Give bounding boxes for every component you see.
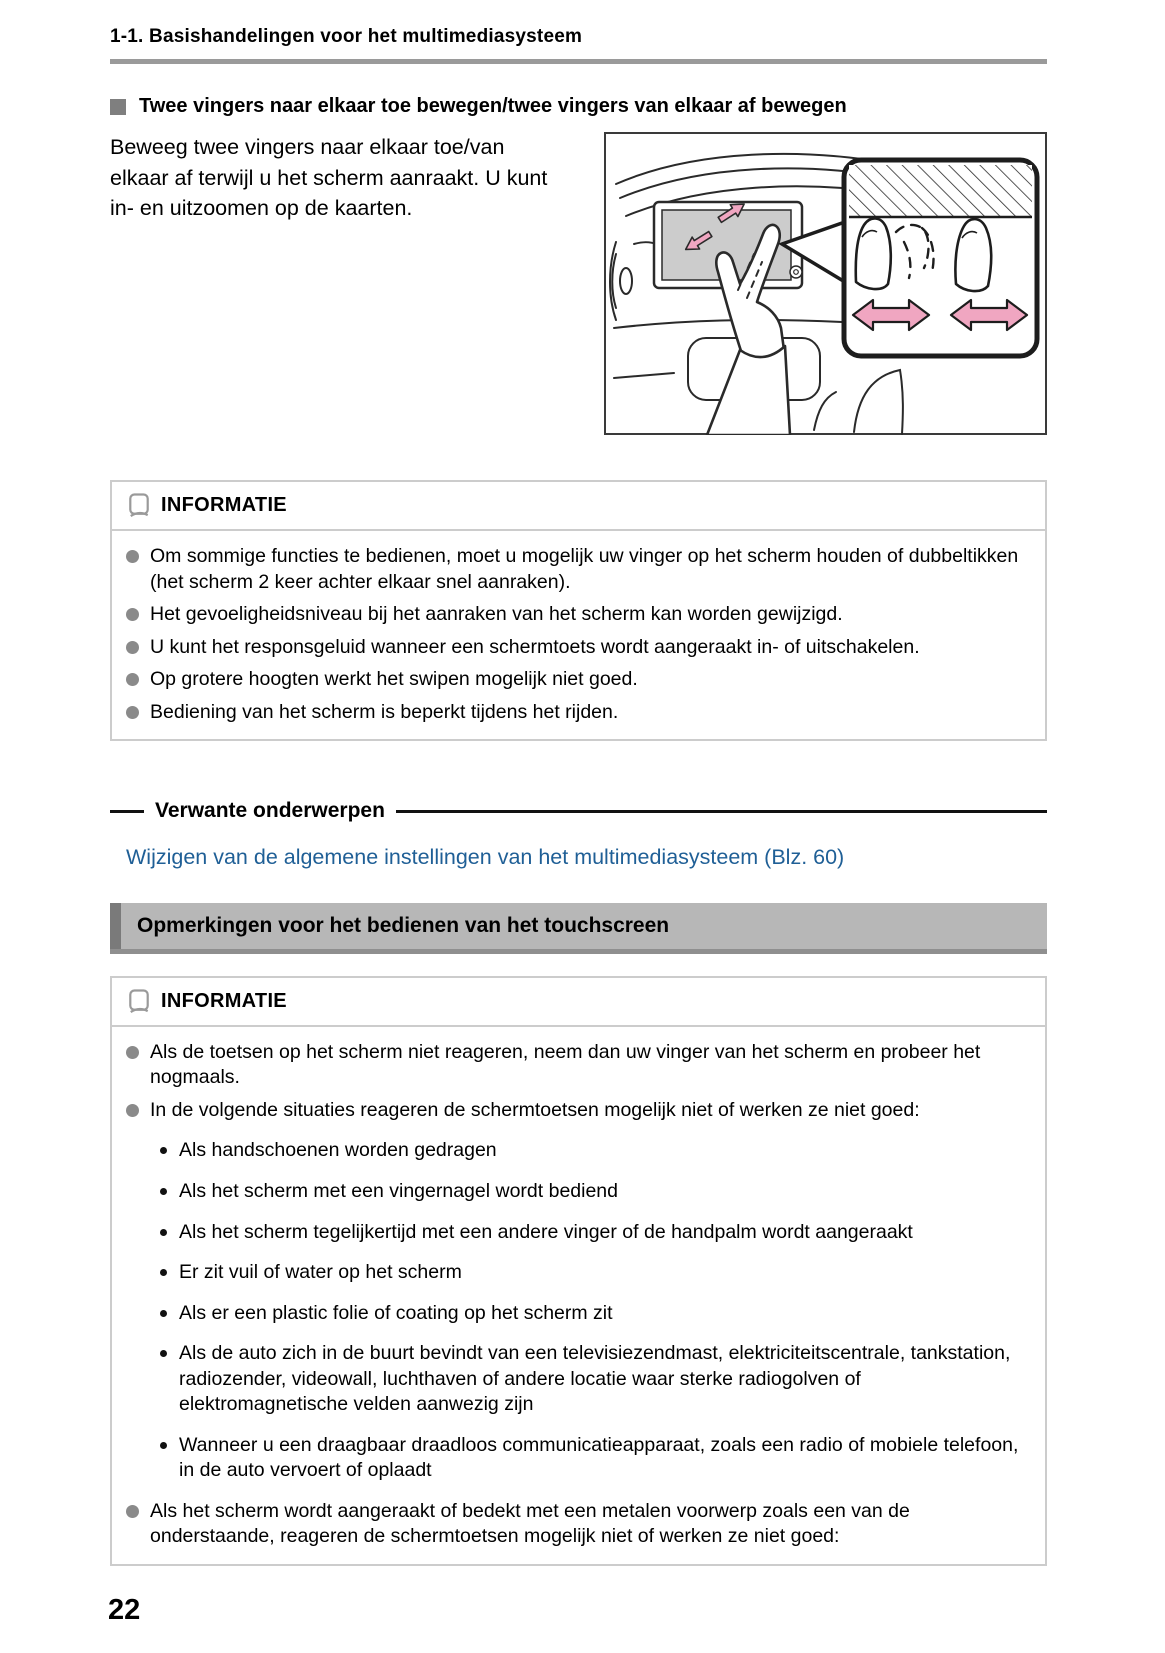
bullet-icon xyxy=(126,641,139,654)
square-bullet-icon xyxy=(110,99,126,115)
list-item: Om sommige functies te bedienen, moet u mogelijk uw vinger op het scherm houden of dubbeltikken (het scherm 2 keer achter elkaar snel aanraken). xyxy=(126,544,1029,595)
sub-list-item: Als het scherm tegelijkertijd met een andere vinger of de handpalm wordt aangeraakt xyxy=(160,1220,1029,1246)
bullet-icon xyxy=(126,673,139,686)
bullet-icon xyxy=(126,1104,139,1117)
informatie-title: INFORMATIE xyxy=(161,494,287,516)
header-rule xyxy=(110,59,1047,64)
section-header-touchscreen-notes xyxy=(110,903,1047,949)
sub-list-item: Als handschoenen worden gedragen xyxy=(160,1138,1029,1164)
sub-list-item: Er zit vuil of water op het scherm xyxy=(160,1260,1029,1286)
sub-list-item: Als er een plastic folie of coating op het scherm zit xyxy=(160,1301,1029,1327)
list-item: Op grotere hoogten werkt het swipen mogelijk niet goed. xyxy=(126,667,1029,693)
callout-box xyxy=(844,160,1037,356)
bullet-icon xyxy=(126,1505,139,1518)
informatie-box-1-title-row xyxy=(112,482,1045,529)
notebook-icon xyxy=(128,492,150,519)
bullet-icon xyxy=(126,550,139,563)
list-item: Het gevoeligheidsniveau bij het aanraken van het scherm kan worden gewijzigd. xyxy=(126,602,1029,628)
sub-list-item: Wanneer u een draagbaar draadloos communicatieapparaat, zoals een radio of mobiele telefoon, in de auto vervoert of oplaadt xyxy=(160,1433,1029,1484)
notebook-icon xyxy=(128,988,150,1015)
sub-bullet-icon xyxy=(160,1269,167,1276)
breadcrumb-chapter-header: 1-1. Basishandelingen voor het multimediasysteem xyxy=(110,26,583,47)
informatie-box-1 xyxy=(110,480,1047,741)
related-topics-label: Verwante onderwerpen xyxy=(155,799,385,823)
list-item: Bediening van het scherm is beperkt tijdens het rijden. xyxy=(126,700,1029,726)
sub-bullet-icon xyxy=(160,1350,167,1357)
sub-list-item: Als het scherm met een vingernagel wordt bediend xyxy=(160,1179,1029,1205)
informatie-box-2 xyxy=(110,976,1047,1566)
hatched-band xyxy=(849,165,1032,217)
sub-bullet-icon xyxy=(160,1229,167,1236)
list-item: U kunt het responsgeluid wanneer een schermtoets wordt aangeraakt in- of uitschakelen. xyxy=(126,635,1029,661)
bullet-icon xyxy=(126,608,139,621)
list-item: Als het scherm wordt aangeraakt of bedekt met een metalen voorwerp zoals een van de onderstaande, reageren de schermtoetsen mogelijk niet of werken ze niet goed: xyxy=(126,1499,1029,1550)
sub-bullet-icon xyxy=(160,1442,167,1449)
sub-list-item: Als de auto zich in de buurt bevindt van een televisiezendmast, elektriciteitscentrale, tankstation, radiozender, videowall, luchthaven of andere locatie waar sterke radiogolven of elektromagnetische velden aanwezig zijn xyxy=(160,1341,1029,1418)
sub-bullet-icon xyxy=(160,1188,167,1195)
page-number: 22 xyxy=(108,1594,141,1626)
related-topics-heading xyxy=(110,799,1047,823)
dashboard-pinch-illustration xyxy=(604,132,1047,435)
list-item: In de volgende situaties reageren de schermtoetsen mogelijk niet of werken ze niet goed: xyxy=(126,1098,1029,1124)
section-title-pinch xyxy=(110,95,1047,118)
list-item: Als de toetsen op het scherm niet reageren, neem dan uw vinger van het scherm en probeer het nogmaals. xyxy=(126,1040,1029,1091)
sub-bullet-icon xyxy=(160,1147,167,1154)
bullet-icon xyxy=(126,1046,139,1059)
related-topic-link[interactable]: Wijzigen van de algemene instellingen van het multimediasysteem (Blz. 60) xyxy=(126,845,845,870)
body-paragraph: Beweeg twee vingers naar elkaar toe/van elkaar af terwijl u het scherm aanraakt. U kunt in- en uitzoomen op de kaarten. xyxy=(110,135,548,221)
informatie-title: INFORMATIE xyxy=(161,989,287,1012)
sub-bullet-icon xyxy=(160,1310,167,1317)
informatie-box-2-title-row xyxy=(112,978,1045,1025)
bullet-icon xyxy=(126,706,139,719)
section-title-text: Twee vingers naar elkaar toe bewegen/twee vingers van elkaar af bewegen xyxy=(139,95,847,117)
section-header-text: Opmerkingen voor het bedienen van het touchscreen xyxy=(137,913,670,937)
